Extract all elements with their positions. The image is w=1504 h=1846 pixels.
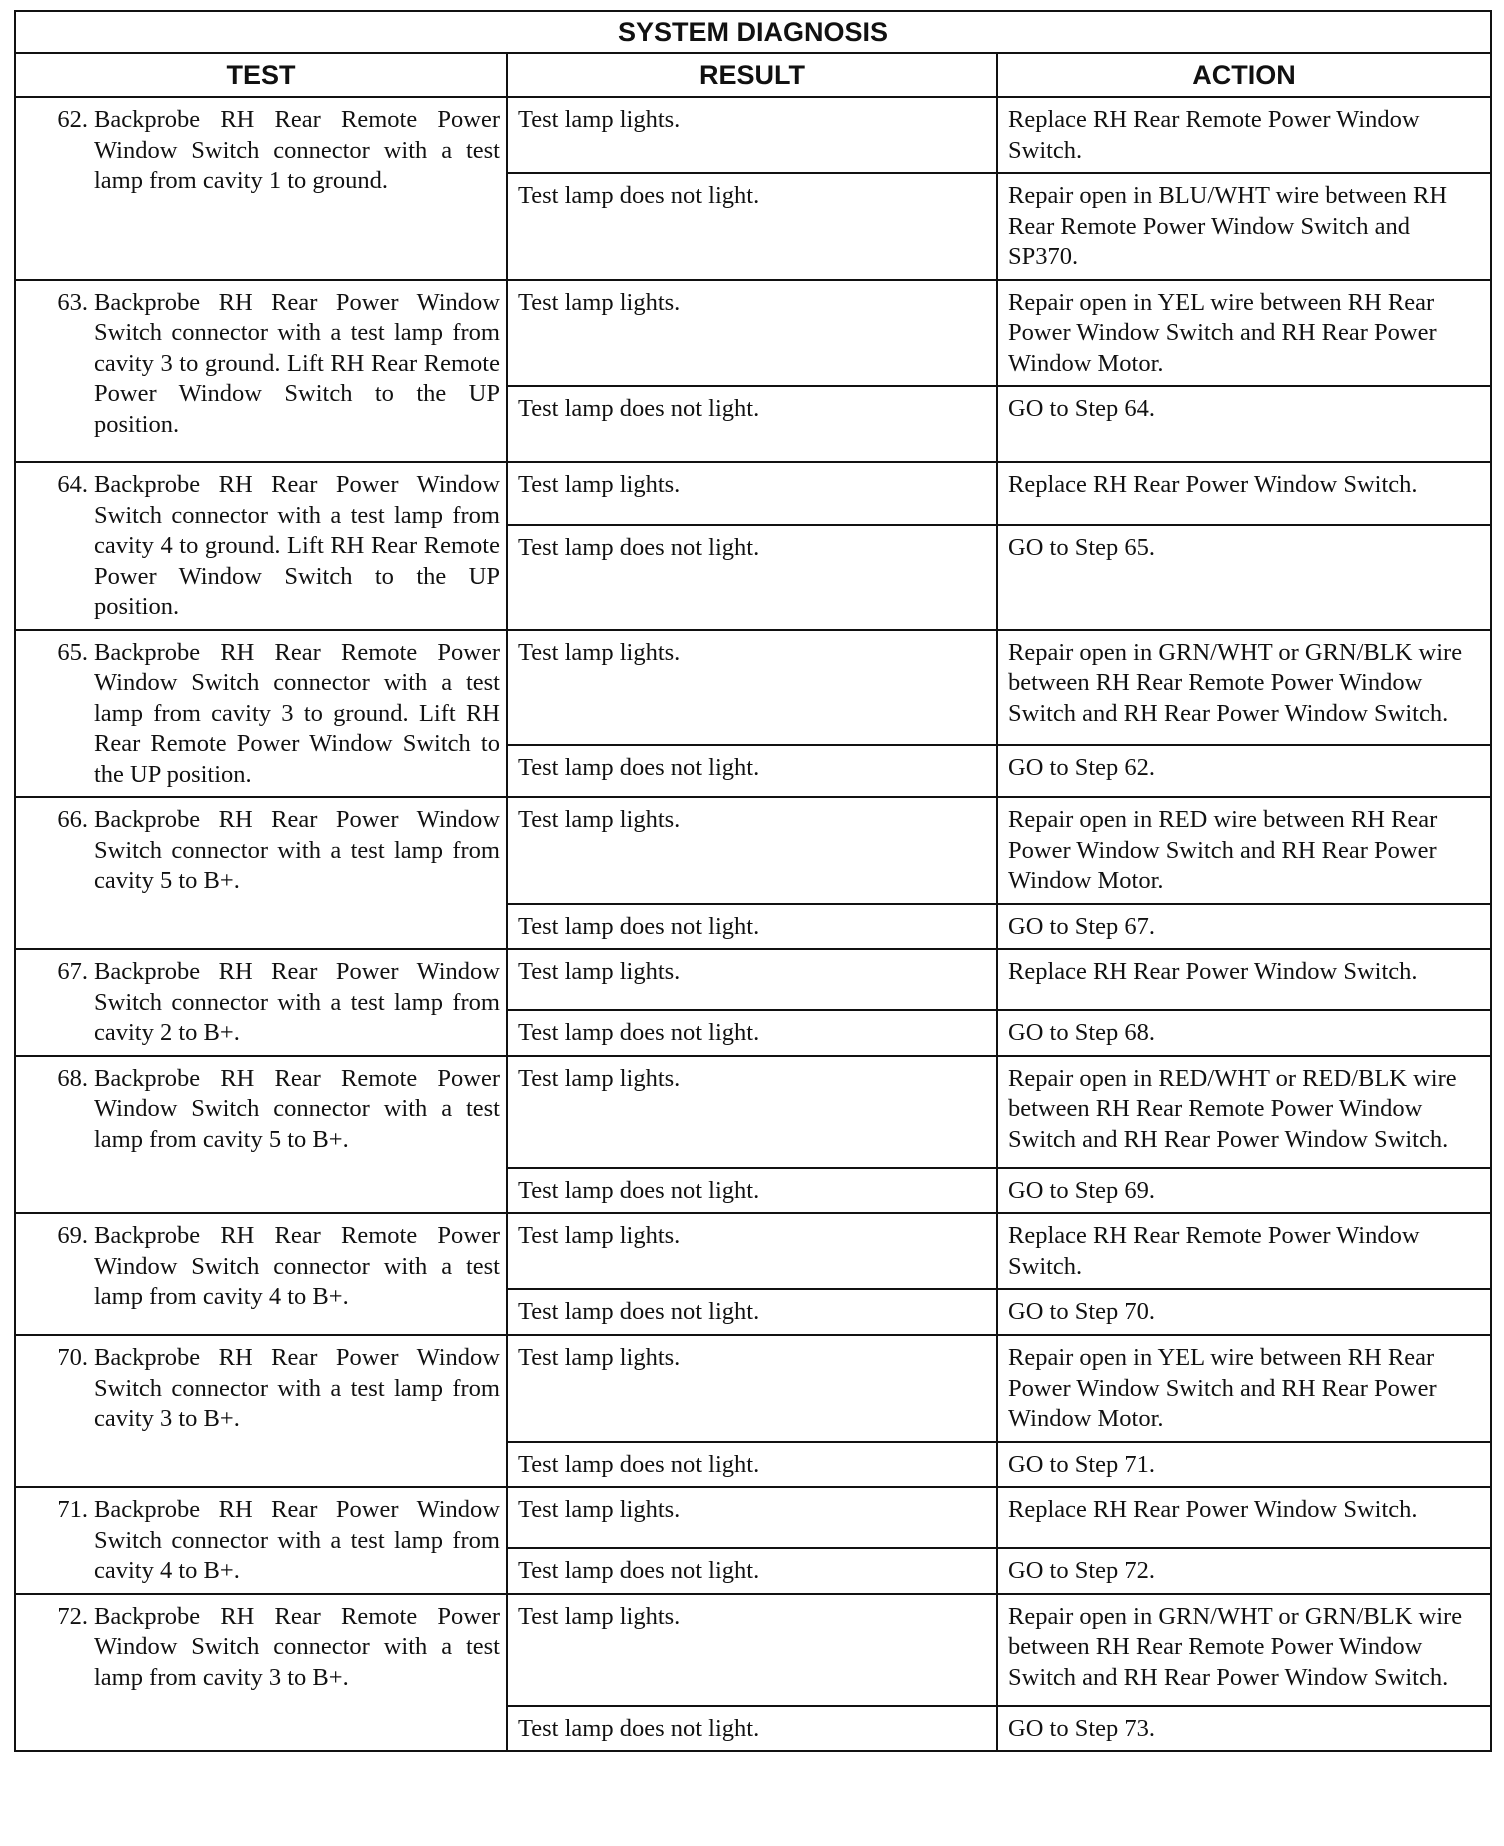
result-cell: Test lamp does not light. bbox=[507, 525, 997, 629]
step-number: 71. bbox=[57, 1496, 88, 1523]
test-instruction: Backprobe RH Rear Remote Power Window Switch connector with a test lamp from cavity 1 to ground. bbox=[94, 106, 500, 194]
table-row bbox=[15, 797, 1491, 904]
result-cell: Test lamp lights. bbox=[507, 1594, 997, 1706]
test-cell bbox=[15, 1056, 507, 1214]
step-number: 66. bbox=[57, 806, 88, 833]
action-cell: GO to Step 64. bbox=[997, 386, 1491, 462]
result-cell: Test lamp does not light. bbox=[507, 386, 997, 462]
step-number: 67. bbox=[57, 958, 88, 985]
table-row bbox=[15, 1594, 1491, 1706]
step-number: 68. bbox=[57, 1064, 88, 1092]
result-cell: Test lamp lights. bbox=[507, 462, 997, 525]
step-number: 64. bbox=[57, 471, 88, 498]
result-cell: Test lamp lights. bbox=[507, 630, 997, 746]
result-cell: Test lamp does not light. bbox=[507, 904, 997, 950]
result-cell: Test lamp does not light. bbox=[507, 1706, 997, 1752]
action-cell: Replace RH Rear Remote Power Window Switch. bbox=[997, 97, 1491, 173]
table-row bbox=[15, 630, 1491, 746]
step-number: 65. bbox=[57, 638, 88, 666]
action-cell: Repair open in GRN/WHT or GRN/BLK wire between RH Rear Remote Power Window Switch and RH Rear Power Window Switch. bbox=[997, 630, 1491, 746]
action-cell: GO to Step 62. bbox=[997, 745, 1491, 797]
action-cell: Repair open in YEL wire between RH Rear Power Window Switch and RH Rear Power Window Motor. bbox=[997, 1335, 1491, 1442]
action-cell: GO to Step 68. bbox=[997, 1010, 1491, 1056]
test-cell bbox=[15, 949, 507, 1056]
result-cell: Test lamp does not light. bbox=[507, 745, 997, 797]
action-cell: Repair open in RED/WHT or RED/BLK wire between RH Rear Remote Power Window Switch and RH Rear Power Window Switch. bbox=[997, 1056, 1491, 1168]
column-header-action: ACTION bbox=[997, 53, 1491, 97]
test-instruction: Backprobe RH Rear Power Window Switch connector with a test lamp from cavity 3 to B+. bbox=[94, 1344, 500, 1432]
action-cell: Replace RH Rear Power Window Switch. bbox=[997, 1487, 1491, 1548]
test-cell bbox=[15, 97, 507, 280]
action-cell: GO to Step 69. bbox=[997, 1168, 1491, 1214]
action-cell: GO to Step 65. bbox=[997, 525, 1491, 629]
test-instruction: Backprobe RH Rear Remote Power Window Switch connector with a test lamp from cavity 5 to B+. bbox=[94, 1064, 500, 1153]
test-cell bbox=[15, 1335, 507, 1487]
step-number: 62. bbox=[57, 106, 88, 133]
diagnosis-rows bbox=[15, 97, 1491, 1751]
test-cell bbox=[15, 630, 507, 798]
result-cell: Test lamp lights. bbox=[507, 280, 997, 387]
action-cell: GO to Step 71. bbox=[997, 1442, 1491, 1488]
table-row bbox=[15, 1335, 1491, 1442]
action-cell: GO to Step 67. bbox=[997, 904, 1491, 950]
test-cell bbox=[15, 280, 507, 463]
test-instruction: Backprobe RH Rear Remote Power Window Switch connector with a test lamp from cavity 4 to B+. bbox=[94, 1222, 500, 1310]
test-instruction: Backprobe RH Rear Remote Power Window Switch connector with a test lamp from cavity 3 to B+. bbox=[94, 1602, 500, 1691]
action-cell: Repair open in YEL wire between RH Rear Power Window Switch and RH Rear Power Window Motor. bbox=[997, 280, 1491, 387]
diagnosis-table bbox=[14, 10, 1492, 1752]
result-cell: Test lamp does not light. bbox=[507, 1442, 997, 1488]
action-cell: Replace RH Rear Power Window Switch. bbox=[997, 949, 1491, 1010]
table-row bbox=[15, 280, 1491, 387]
result-cell: Test lamp does not light. bbox=[507, 1168, 997, 1214]
table-row bbox=[15, 97, 1491, 173]
table-row bbox=[15, 1213, 1491, 1289]
step-number: 72. bbox=[57, 1602, 88, 1630]
test-cell bbox=[15, 1594, 507, 1752]
test-cell bbox=[15, 797, 507, 949]
test-instruction: Backprobe RH Rear Power Window Switch connector with a test lamp from cavity 4 to ground. Lift RH Rear Remote Power Window Switch to the UP position. bbox=[94, 471, 500, 620]
table-row bbox=[15, 949, 1491, 1010]
result-cell: Test lamp lights. bbox=[507, 1487, 997, 1548]
test-instruction: Backprobe RH Rear Power Window Switch connector with a test lamp from cavity 2 to B+. bbox=[94, 958, 500, 1046]
column-header-result: RESULT bbox=[507, 53, 997, 97]
result-cell: Test lamp lights. bbox=[507, 797, 997, 904]
result-cell: Test lamp does not light. bbox=[507, 173, 997, 280]
action-cell: Repair open in RED wire between RH Rear Power Window Switch and RH Rear Power Window Motor. bbox=[997, 797, 1491, 904]
action-cell: GO to Step 72. bbox=[997, 1548, 1491, 1594]
action-cell: Replace RH Rear Power Window Switch. bbox=[997, 462, 1491, 525]
result-cell: Test lamp lights. bbox=[507, 1056, 997, 1168]
result-cell: Test lamp does not light. bbox=[507, 1548, 997, 1594]
table-row bbox=[15, 462, 1491, 525]
column-header-test: TEST bbox=[15, 53, 507, 97]
action-cell: GO to Step 70. bbox=[997, 1289, 1491, 1335]
step-number: 63. bbox=[57, 288, 88, 316]
action-cell: Replace RH Rear Remote Power Window Switch. bbox=[997, 1213, 1491, 1289]
result-cell: Test lamp lights. bbox=[507, 949, 997, 1010]
result-cell: Test lamp lights. bbox=[507, 1335, 997, 1442]
test-cell bbox=[15, 1487, 507, 1594]
result-cell: Test lamp lights. bbox=[507, 1213, 997, 1289]
result-cell: Test lamp does not light. bbox=[507, 1010, 997, 1056]
step-number: 69. bbox=[57, 1222, 88, 1249]
result-cell: Test lamp does not light. bbox=[507, 1289, 997, 1335]
step-number: 70. bbox=[57, 1344, 88, 1371]
result-cell: Test lamp lights. bbox=[507, 97, 997, 173]
action-cell: GO to Step 73. bbox=[997, 1706, 1491, 1752]
test-instruction: Backprobe RH Rear Power Window Switch connector with a test lamp from cavity 4 to B+. bbox=[94, 1496, 500, 1584]
test-instruction: Backprobe RH Rear Power Window Switch connector with a test lamp from cavity 5 to B+. bbox=[94, 806, 500, 894]
system-diagnosis-sheet bbox=[14, 10, 1490, 1752]
action-cell: Repair open in GRN/WHT or GRN/BLK wire between RH Rear Remote Power Window Switch and RH Rear Power Window Switch. bbox=[997, 1594, 1491, 1706]
test-cell bbox=[15, 462, 507, 630]
test-instruction: Backprobe RH Rear Remote Power Window Switch connector with a test lamp from cavity 3 to ground. Lift RH Rear Remote Power Window Switch to the UP position. bbox=[94, 638, 500, 788]
table-row bbox=[15, 1056, 1491, 1168]
test-instruction: Backprobe RH Rear Power Window Switch connector with a test lamp from cavity 3 to ground. Lift RH Rear Remote Power Window Switch to the UP position. bbox=[94, 288, 500, 438]
table-title: SYSTEM DIAGNOSIS bbox=[15, 11, 1491, 53]
action-cell: Repair open in BLU/WHT wire between RH Rear Remote Power Window Switch and SP370. bbox=[997, 173, 1491, 280]
table-row bbox=[15, 1487, 1491, 1548]
test-cell bbox=[15, 1213, 507, 1335]
